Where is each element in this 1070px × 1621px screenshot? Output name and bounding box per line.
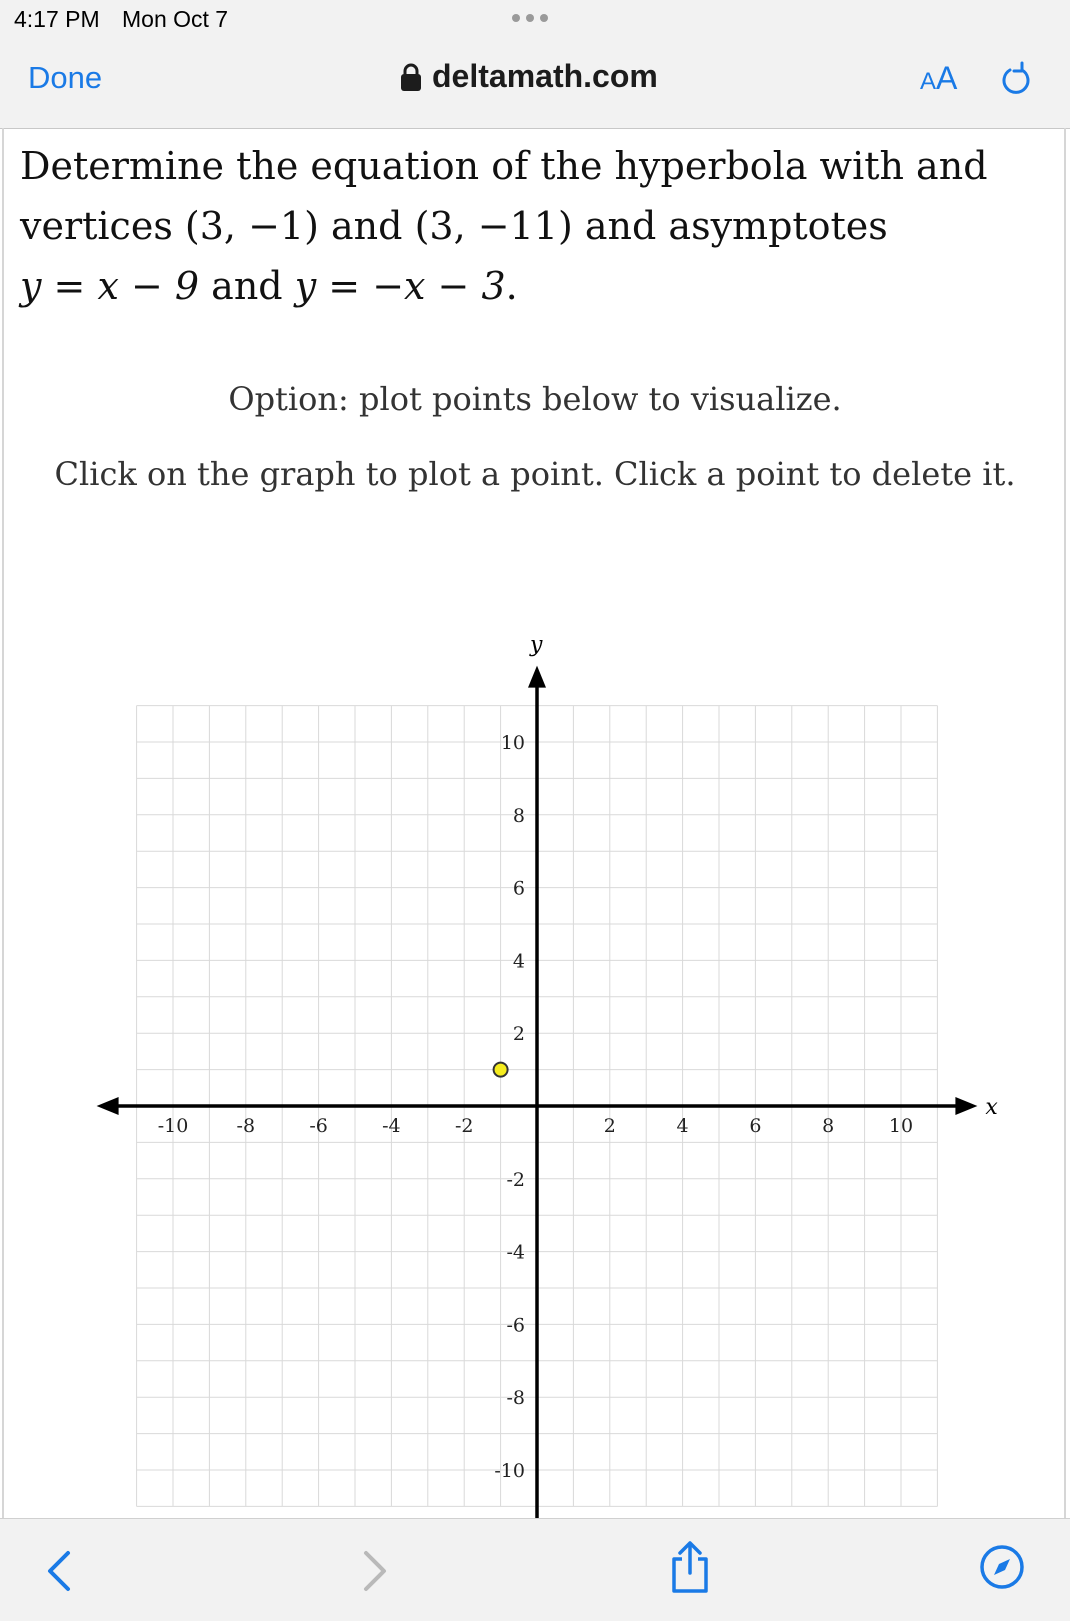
url-text: deltamath.com bbox=[432, 58, 658, 94]
browser-toolbar bbox=[0, 1518, 1070, 1621]
y-axis-label: y bbox=[530, 632, 543, 658]
x-tick-label: 6 bbox=[749, 1115, 762, 1137]
x-axis-left-arrow bbox=[97, 1097, 119, 1115]
text-size-small-a: A bbox=[920, 68, 937, 95]
share-icon[interactable] bbox=[668, 1539, 712, 1595]
question-intro: Determine the equation of the hyperbola with and vertices bbox=[20, 144, 988, 248]
text-size-button[interactable] bbox=[920, 60, 957, 97]
x-tick-label: -10 bbox=[157, 1115, 189, 1137]
x-tick-label: -4 bbox=[382, 1115, 401, 1137]
back-icon[interactable] bbox=[44, 1549, 74, 1593]
reload-icon[interactable] bbox=[998, 60, 1034, 100]
question-end: . bbox=[505, 264, 518, 308]
y-tick-label: -8 bbox=[506, 1387, 525, 1410]
question-text bbox=[20, 136, 1060, 316]
status-bar bbox=[0, 0, 1070, 40]
x-tick-label: 8 bbox=[822, 1115, 835, 1137]
done-button[interactable]: Done bbox=[28, 60, 103, 95]
y-axis-top-arrow bbox=[528, 666, 546, 688]
y-tick-label: -10 bbox=[494, 1460, 525, 1482]
x-tick-label: -6 bbox=[309, 1115, 328, 1137]
question-connector-2: and bbox=[211, 264, 283, 308]
status-date: Mon Oct 7 bbox=[122, 6, 229, 32]
browser-nav-bar bbox=[0, 40, 1070, 129]
plotted-point[interactable] bbox=[494, 1063, 508, 1077]
y-tick-label: 10 bbox=[500, 732, 525, 754]
lock-icon bbox=[400, 62, 422, 92]
y-tick-label: 2 bbox=[512, 1023, 525, 1046]
x-tick-label: 4 bbox=[676, 1115, 689, 1137]
asymptote-1: y = x − 9 bbox=[20, 264, 200, 308]
instruction-text: Click on the graph to plot a point. Click a point to delete it. bbox=[54, 455, 1016, 493]
asymptote-2: y = −x − 3 bbox=[294, 264, 506, 308]
x-tick-label: -8 bbox=[236, 1115, 256, 1137]
text-size-big-a: A bbox=[936, 60, 958, 96]
y-tick-label: 4 bbox=[512, 950, 525, 973]
multitasking-dots-icon[interactable] bbox=[512, 14, 548, 22]
x-tick-label: -2 bbox=[454, 1115, 474, 1137]
y-tick-label: -2 bbox=[506, 1168, 525, 1191]
x-tick-label: 10 bbox=[888, 1115, 914, 1137]
y-tick-label: -4 bbox=[506, 1241, 525, 1264]
option-text: Option: plot points below to visualize. bbox=[228, 380, 842, 418]
x-tick-label: 2 bbox=[603, 1115, 616, 1137]
vertex-1: (3, −1) bbox=[184, 204, 319, 248]
page-content bbox=[0, 128, 1070, 1518]
x-axis-label: x bbox=[985, 1095, 998, 1120]
vertex-2: (3, −11) bbox=[414, 204, 573, 248]
x-axis-right-arrow bbox=[955, 1097, 977, 1115]
compass-icon[interactable] bbox=[978, 1543, 1026, 1591]
forward-icon[interactable] bbox=[360, 1549, 390, 1593]
coordinate-graph[interactable] bbox=[0, 518, 1070, 1518]
question-connector: and bbox=[331, 204, 403, 248]
asymptotes-label: and asymptotes bbox=[584, 204, 888, 248]
status-time: 4:17 PM bbox=[14, 6, 100, 32]
y-tick-label: -6 bbox=[506, 1314, 525, 1337]
y-tick-label: 8 bbox=[512, 804, 525, 827]
y-tick-label: 6 bbox=[512, 877, 525, 900]
url-bar[interactable] bbox=[400, 58, 658, 95]
